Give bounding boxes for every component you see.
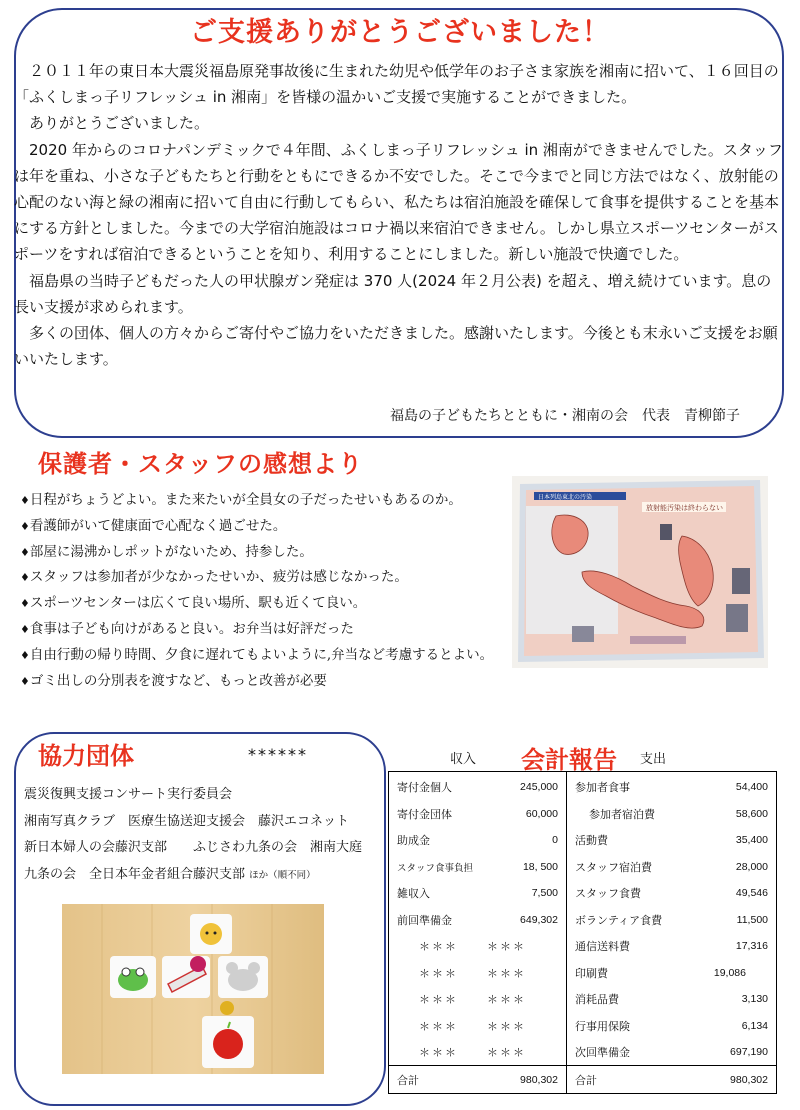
map-photo: [512, 476, 768, 668]
list-item: ♦自由行動の帰り時間、夕食に遅れてもよいように,弁当など考慮するとよい。: [20, 646, 494, 663]
cooperation-line: 九条の会 全日本年金者組合藤沢支部 ほか（順不同）: [24, 866, 316, 882]
thanks-signature: 福島の子どもたちとともに・湘南の会 代表 青柳節子: [390, 408, 740, 424]
drop-bullet-icon: ♦: [20, 494, 30, 507]
list-item: ♦看護師がいて健康面で心配なく過ごせた。: [20, 517, 287, 534]
table-row: ボランティア食費 11,500: [575, 913, 768, 927]
table-row: スタッフ食事負担 18, 500: [397, 860, 558, 874]
table-row: ＊＊＊ ＊＊＊: [419, 1046, 526, 1060]
table-row: 雑収入 7,500: [397, 887, 558, 901]
table-row: 参加者食事 54,400: [575, 781, 768, 795]
accounts-table: [388, 771, 777, 1094]
table-row: 参加者宿泊費 58,600: [589, 807, 768, 821]
thanks-paragraph: 2020 年からのコロナパンデミックで４年間、ふくしまっ子リフレッシュ in 湘南ができませんでした。スタッフは年を重ね、小さな子どもたちと行動をともにできるか不安でした。そこで今までと同じ方法ではなく、放射能の心配のない海と緑の湘南に招いて自由に行動してもらい、私たちは宿泊施設を確保して食事を提供することを基本にする方針としました。今までの大学宿泊施設はコロナ禍以来宿泊できません。しかし県立スポーツセンターがスポーツをすれば宿泊できるということを知り、利用することにしました。新しい施設で快適でした。: [14, 140, 783, 264]
drop-bullet-icon: ♦: [20, 571, 30, 585]
impressions-title: 保護者・スタッフの感想より: [38, 450, 363, 478]
thanks-title: ご支援ありがとうございました！: [190, 17, 610, 48]
drop-bullet-icon: ♦: [20, 622, 30, 636]
expense-label: 支出: [640, 752, 667, 767]
table-row: 寄付金個人 245,000: [397, 781, 558, 795]
cooperation-title: 協力団体: [38, 742, 134, 770]
drop-bullet-icon: ♦: [20, 674, 30, 688]
list-item: ♦スタッフは参加者が少なかったせいか、疲労は感じなかった。: [20, 569, 408, 586]
thanks-body: [14, 58, 786, 372]
table-row: ＊＊＊ ＊＊＊: [419, 966, 526, 980]
table-row: ＊＊＊ ＊＊＊: [419, 940, 526, 954]
table-row: スタッフ食費 49,546: [575, 887, 768, 901]
table-row: ＊＊＊ ＊＊＊: [419, 1019, 526, 1033]
cooperation-line: 震災復興支援コンサート実行委員会: [24, 787, 233, 802]
table-row: 通信送料費 17,316: [575, 940, 768, 954]
thanks-paragraph: ありがとうございました。: [29, 114, 210, 133]
list-item: ♦ゴミ出しの分別表を渡すなど、もっと改善が必要: [20, 672, 327, 689]
table-row: ＊＊＊ ＊＊＊: [419, 993, 526, 1007]
income-column: [389, 772, 567, 1093]
table-row: スタッフ宿泊費 28,000: [575, 860, 768, 874]
accounts-title: 会計報告: [521, 746, 617, 774]
table-row: 寄付金団体 60,000: [397, 807, 558, 821]
cooperation-line: 新日本婦人の会藤沢支部 ふじさわ九条の会 湘南大庭: [24, 840, 363, 855]
cooperation-etc: ほか（順不同）: [249, 869, 316, 881]
expense-total-row: 合計 980,302: [567, 1065, 776, 1093]
table-row: 行事用保険 6,134: [575, 1019, 768, 1033]
income-total-row: 合計 980,302: [389, 1065, 566, 1093]
list-item: ♦食事は子ども向けがあると良い。お弁当は好評だった: [20, 620, 354, 637]
income-label: 収入: [450, 752, 477, 767]
expense-column: [567, 772, 776, 1093]
drop-bullet-icon: ♦: [20, 519, 30, 533]
drop-bullet-icon: ♦: [20, 597, 30, 611]
thanks-paragraph: 多くの団体、個人の方々からご寄付やご協力をいただきました。感謝いたします。今後とも末永いご支援をお願いいたします。: [14, 324, 778, 369]
cards-photo: [62, 904, 324, 1074]
cooperation-line: 湘南写真クラブ 医療生協送迎支援会 藤沢エコネット: [24, 813, 350, 829]
drop-bullet-icon: ♦: [20, 648, 30, 662]
list-item: ♦日程がちょうどよい。また来たいが全員女の子だったせいもあるのか。: [20, 492, 462, 508]
list-item: ♦部屋に湯沸かしポットがないため、持参した。: [20, 543, 313, 560]
table-row: 印刷費 19,086: [575, 966, 746, 980]
thanks-paragraph: 福島県の当時子どもだった人の甲状腺ガン発症は 370 人(2024 年２月公表) を超え、増え続けています。息の長い支援が求められます。: [14, 271, 772, 316]
impressions-list: [20, 488, 502, 694]
thanks-paragraph: ２０１１年の東日本大震災福島原発事故後に生まれた幼児や低学年のお子さま家族を湘南に招いて、１６回目の「ふくしまっ子リフレッシュ in 湘南」を皆様の温かいご支援で実施することができました。: [14, 62, 779, 107]
list-item: ♦スポーツセンターは広くて良い場所、駅も近くて良い。: [20, 595, 367, 612]
table-row: 消耗品費 3,130: [575, 993, 768, 1007]
map-heading: 日本列島東北の汚染: [538, 494, 593, 501]
map-caption: 放射能汚染は終わらない: [646, 504, 723, 512]
cooperation-list: [24, 782, 380, 889]
drop-bullet-icon: ♦: [20, 545, 30, 559]
table-row: 助成金 0: [397, 834, 558, 848]
table-row: 次回準備金 697,190: [575, 1046, 768, 1060]
cooperation-stars: ******: [248, 745, 308, 764]
table-row: 活動費 35,400: [575, 834, 768, 848]
table-row: 前回準備金 649,302: [397, 913, 558, 927]
